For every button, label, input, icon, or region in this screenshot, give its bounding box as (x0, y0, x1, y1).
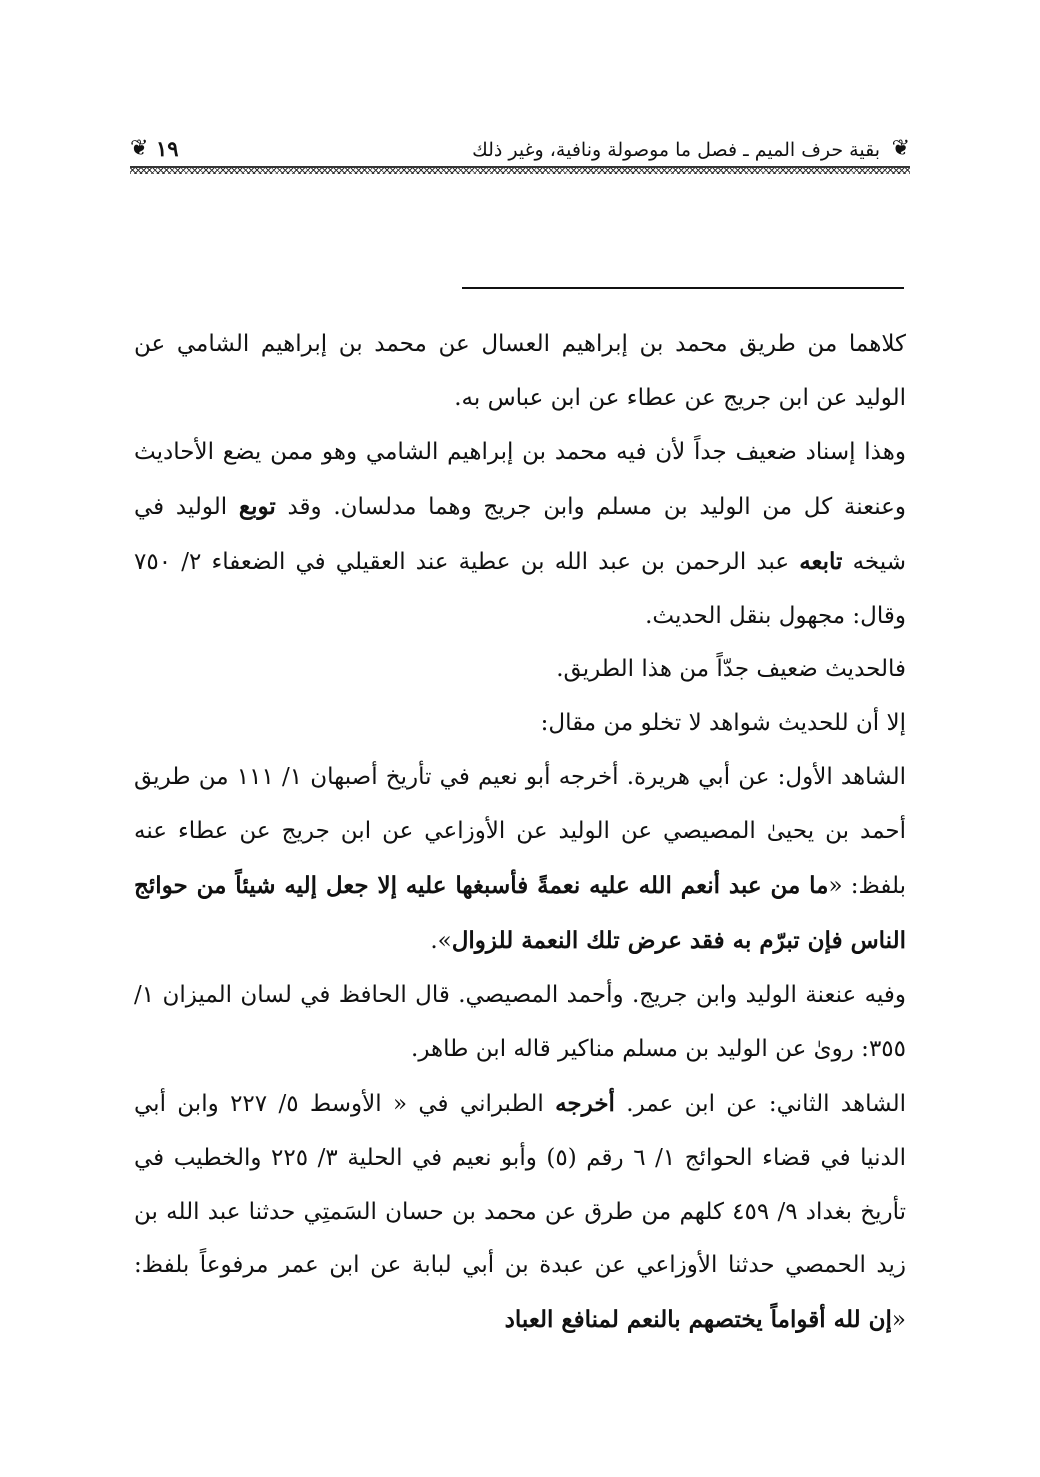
bold-text-segment: أخرجه (555, 1089, 615, 1117)
paragraph (134, 751, 906, 969)
paragraph (134, 1077, 906, 1349)
text-segment: عبد الرحمن بن عبد الله بن عطية عند العقيلي في الضعفاء ٢/ ٧٥٠ وقال: مجهول بنقل الحديث. (134, 548, 906, 629)
text-segment: وفيه عنعنة الوليد وابن جريج. وأحمد المصيصي. قال الحافظ في لسان الميزان ١/ ٣٥٥: روىٰ عن الوليد بن مسلم مناكير قاله ابن طاهر. (134, 981, 906, 1062)
text-segment: إلا أن للحديث شواهد لا تخلو من مقال: (540, 710, 906, 737)
bold-text-segment: توبع (238, 492, 276, 520)
paragraph (134, 697, 906, 751)
text-segment: فالحديث ضعيف جدّاً من هذا الطريق. (556, 656, 906, 683)
text-segment: وهذا إسناد ضعيف جداً لأن فيه محمد بن إبراهيم الشامي وهو ممن يضع الأحاديث وعنعنة كل من الوليد بن مسلم وابن جريج وهما مدلسان. وقد (134, 438, 906, 520)
text-segment: كلاهما من طريق محمد بن إبراهيم العسال عن محمد بن إبراهيم الشامي عن الوليد عن ابن جريج عن عطاء عن ابن عباس به. (134, 331, 906, 411)
text-segment: الطبراني في « الأوسط ٥/ ٢٢٧ وابن أبي الدنيا في قضاء الحوائج ١/ ٦ رقم (٥) وأبو نعيم في الحلية ٣/ ٢٢٥ والخطيب في تأريخ بغداد ٩/ ٤٥٩ كلهم من طرق عن محمد بن حسان السَمتِي حدثنا عبد الله بن زيد الحمصي حدثنا الأوزاعي عن عبدة بن أبي لبابة عن ابن عمر مرفوعاً بلفظ: « (134, 1090, 907, 1334)
running-head-title: بقية حرف الميم ـ فصل ما موصولة ونافية، وغير ذلك (472, 139, 880, 161)
text-segment: الشاهد الثاني: عن ابن عمر. (614, 1090, 906, 1117)
paragraph (134, 643, 906, 697)
text-segment: ». (430, 927, 452, 954)
ornament-left-icon: ❦ (130, 136, 149, 161)
bold-text-segment: تابعه (799, 547, 843, 575)
bold-text-segment: إن لله أقواماً يختصهم بالنعم لمنافع العباد (504, 1306, 892, 1334)
text-segment: الوليد في شيخه (134, 493, 906, 575)
header-border (130, 166, 910, 174)
paragraph (134, 969, 906, 1077)
text-segment: الشاهد الأول: عن أبي هريرة. أخرجه أبو نعيم في تأريخ أصبهان ١/ ١١١ من طريق أحمد بن يحيىٰ المصيصي عن الوليد عن الأوزاعي عن ابن جريج عن عطاء عنه بلفظ: « (134, 764, 906, 900)
footnote-rule (462, 287, 904, 289)
footnote-text (134, 318, 906, 1348)
paragraph (134, 318, 906, 426)
paragraph (134, 426, 906, 644)
ornament-right-icon: ❦ (891, 136, 910, 161)
running-head (130, 128, 910, 176)
bold-text-segment: ما من عبد أنعم الله عليه نعمةً فأسبغها عليه إلا جعل إليه شيئاً من حوائج الناس فإن تبرّم به فقد عرض تلك النعمة للزوال (134, 872, 906, 954)
page-number: ١٩ (156, 136, 179, 161)
